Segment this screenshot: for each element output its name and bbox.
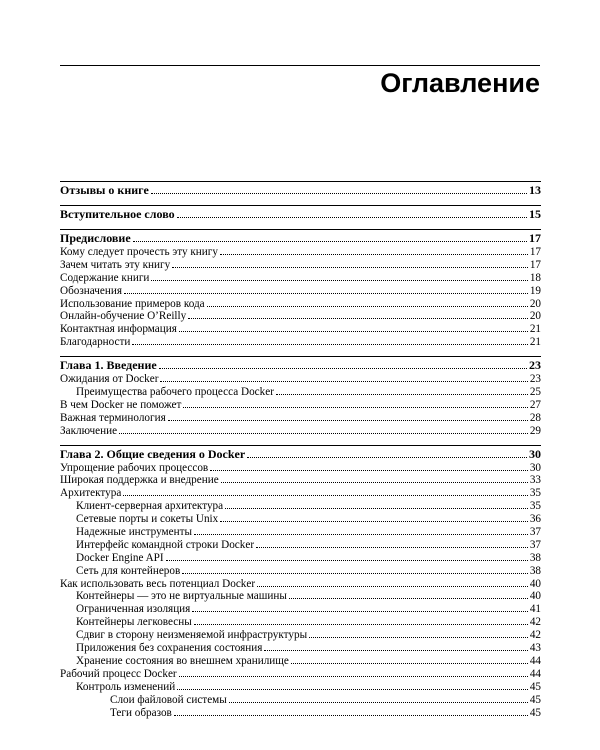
- dot-leader: [289, 598, 528, 599]
- toc-entry-page: 42: [529, 629, 541, 642]
- toc-entry-page: 15: [529, 207, 541, 221]
- toc-entry[interactable]: [60, 590, 541, 603]
- toc-entry[interactable]: [60, 578, 541, 591]
- dot-leader: [210, 470, 528, 471]
- toc-entry[interactable]: [60, 487, 541, 500]
- toc-entry-title: Глава 1. Введение: [60, 358, 157, 373]
- toc-entry-title: Заключение: [60, 424, 118, 437]
- toc-entry-title: Сеть для контейнеров: [76, 564, 181, 577]
- dot-leader: [183, 407, 527, 408]
- dot-leader: [188, 318, 528, 319]
- toc-entry-page: 45: [529, 706, 541, 719]
- dot-leader: [123, 495, 528, 496]
- dot-leader: [166, 560, 528, 561]
- toc-entry-title: Использование примеров кода: [60, 297, 205, 310]
- toc-entry-page: 44: [529, 667, 541, 680]
- toc-entry[interactable]: [60, 681, 541, 694]
- dot-leader: [151, 193, 527, 194]
- dot-leader: [220, 254, 528, 255]
- toc-entry-page: 41: [529, 603, 541, 616]
- toc-entry-page: 43: [529, 642, 541, 655]
- toc-entry[interactable]: [60, 310, 541, 323]
- toc-entry-page: 20: [529, 297, 541, 310]
- toc-entry-page: 33: [529, 474, 541, 487]
- toc-heading-entry[interactable]: [60, 230, 541, 246]
- toc-entry-page: 38: [529, 551, 541, 564]
- toc-entry-title: Контейнеры легковесны: [76, 616, 192, 629]
- toc-entry-title: Теги образов: [110, 706, 172, 719]
- dot-leader: [256, 547, 528, 548]
- toc-entry[interactable]: [60, 399, 541, 412]
- toc-entry[interactable]: [60, 513, 541, 526]
- toc-entry[interactable]: [60, 373, 541, 386]
- toc-entry-page: 40: [529, 577, 541, 590]
- toc-entry[interactable]: [60, 629, 541, 642]
- dot-leader: [247, 457, 527, 458]
- toc-section: [60, 356, 541, 437]
- toc-entry-title: Вступительное слово: [60, 207, 175, 221]
- toc-entry-title: Важная терминология: [60, 411, 166, 424]
- dot-leader: [172, 267, 528, 268]
- dot-leader: [194, 534, 528, 535]
- toc-heading-entry[interactable]: [60, 182, 541, 198]
- toc-entry-page: 21: [529, 336, 541, 349]
- toc-entry-title: Как использовать весь потенциал Docker: [60, 577, 256, 590]
- dot-leader: [225, 508, 528, 509]
- toc-section: [60, 229, 541, 349]
- toc-entry[interactable]: [60, 474, 541, 487]
- toc-entry[interactable]: [60, 298, 541, 311]
- toc-entry-page: 45: [529, 693, 541, 706]
- dot-leader: [264, 650, 527, 651]
- toc-entry-page: 30: [529, 461, 541, 474]
- toc-entry-page: 40: [529, 590, 541, 603]
- dot-leader: [192, 611, 528, 612]
- toc-entry[interactable]: [60, 323, 541, 336]
- toc-entry[interactable]: [60, 285, 541, 298]
- toc-section: [60, 181, 541, 198]
- toc-entry[interactable]: [60, 655, 541, 668]
- toc-entry[interactable]: [60, 526, 541, 539]
- page-title: Оглавление: [380, 68, 540, 98]
- toc-entry[interactable]: [60, 425, 541, 438]
- toc-entry-title: Упрощение рабочих процессов: [60, 461, 209, 474]
- dot-leader: [132, 344, 527, 345]
- toc-entry-page: 19: [529, 284, 541, 297]
- toc-entry-page: 27: [529, 398, 541, 411]
- toc-entry-title: Приложения без сохранения состояния: [76, 642, 263, 655]
- toc-entry-title: Сетевые порты и сокеты Unix: [76, 513, 219, 526]
- toc-entry-page: 45: [529, 680, 541, 693]
- toc-entry-title: Архитектура: [60, 487, 122, 500]
- toc-entry-page: 18: [529, 271, 541, 284]
- toc-entry-page: 35: [529, 487, 541, 500]
- toc-entry[interactable]: [60, 462, 541, 475]
- dot-leader: [179, 331, 528, 332]
- toc-entry-title: Интерфейс командной строки Docker: [76, 538, 255, 551]
- toc-entry[interactable]: [60, 707, 541, 720]
- dot-leader: [160, 381, 527, 382]
- toc-entry[interactable]: [60, 386, 541, 399]
- toc-entry-title: Контактная информация: [60, 323, 177, 336]
- dot-leader: [119, 433, 528, 434]
- toc-entry-title: Благодарности: [60, 336, 131, 349]
- toc-entry-page: 21: [529, 323, 541, 336]
- toc-entry[interactable]: [60, 603, 541, 616]
- dot-leader: [177, 689, 528, 690]
- toc-entry-page: 17: [529, 258, 541, 271]
- dot-leader: [124, 293, 528, 294]
- toc-entry[interactable]: [60, 539, 541, 552]
- dot-leader: [151, 280, 527, 281]
- toc-section: [60, 445, 541, 720]
- toc-entry[interactable]: [60, 336, 541, 349]
- dot-leader: [194, 624, 528, 625]
- toc-entry[interactable]: [60, 500, 541, 513]
- toc-entry[interactable]: [60, 412, 541, 425]
- toc-entry-title: Docker Engine API: [76, 551, 164, 564]
- dot-leader: [291, 663, 528, 664]
- toc-entry-title: Предисловие: [60, 231, 131, 245]
- toc-entry-page: 37: [529, 538, 541, 551]
- toc-entry-title: Сдвиг в сторону неизменяемой инфраструктуры: [76, 629, 308, 642]
- dot-leader: [309, 637, 528, 638]
- dot-leader: [133, 241, 527, 242]
- toc-entry-page: 17: [529, 231, 541, 245]
- table-of-contents: [60, 181, 541, 726]
- dot-leader: [174, 715, 528, 716]
- dot-leader: [276, 394, 528, 395]
- toc-entry[interactable]: [60, 246, 541, 259]
- toc-entry-title: Преимущества рабочего процесса Docker: [76, 386, 274, 399]
- toc-entry-title: Ожидания от Docker: [60, 373, 159, 386]
- toc-entry-title: Ограниченная изоляция: [76, 603, 191, 616]
- dot-leader: [168, 420, 528, 421]
- toc-entry-page: 25: [529, 386, 541, 399]
- toc-entry-page: 17: [529, 246, 541, 258]
- toc-entry-title: Обозначения: [60, 284, 123, 297]
- toc-entry-page: 28: [529, 411, 541, 424]
- toc-entry-title: Широкая поддержка и внедрение: [60, 474, 219, 487]
- toc-heading-entry[interactable]: [60, 357, 541, 373]
- toc-entry-page: 23: [529, 373, 541, 386]
- toc-entry-page: 13: [529, 183, 541, 197]
- toc-heading-entry[interactable]: [60, 206, 541, 222]
- dot-leader: [220, 521, 528, 522]
- toc-entry[interactable]: [60, 565, 541, 578]
- top-rule: [60, 65, 540, 66]
- toc-entry-page: 36: [529, 513, 541, 526]
- toc-entry-title: Контейнеры — это не виртуальные машины: [76, 590, 287, 603]
- toc-entry[interactable]: [60, 642, 541, 655]
- toc-entry-title: Клиент-серверная архитектура: [76, 500, 224, 513]
- toc-entry-title: Надежные инструменты: [76, 526, 192, 539]
- dot-leader: [257, 586, 528, 587]
- toc-entry-page: 42: [529, 616, 541, 629]
- dot-leader: [221, 482, 528, 483]
- toc-entry-page: 29: [529, 424, 541, 437]
- dot-leader: [179, 676, 528, 677]
- toc-entry-title: Отзывы о книге: [60, 183, 149, 197]
- toc-entry[interactable]: [60, 616, 541, 629]
- dot-leader: [177, 217, 527, 218]
- toc-entry-page: 44: [529, 654, 541, 667]
- toc-entry[interactable]: [60, 694, 541, 707]
- dot-leader: [207, 306, 528, 307]
- toc-section: [60, 205, 541, 222]
- toc-entry-title: Контроль изменений: [76, 680, 176, 693]
- dot-leader: [229, 702, 528, 703]
- toc-entry-page: 35: [529, 500, 541, 513]
- toc-entry-title: В чем Docker не поможет: [60, 398, 182, 411]
- toc-entry-page: 20: [529, 310, 541, 323]
- toc-entry-title: Глава 2. Общие сведения о Docker: [60, 446, 246, 461]
- toc-entry[interactable]: [60, 259, 541, 272]
- dot-leader: [182, 573, 528, 574]
- toc-entry[interactable]: [60, 552, 541, 565]
- toc-entry[interactable]: [60, 668, 541, 681]
- toc-entry-page: 23: [529, 358, 541, 373]
- toc-entry-page: 37: [529, 526, 541, 539]
- toc-entry-page: 38: [529, 564, 541, 577]
- toc-heading-entry[interactable]: [60, 446, 541, 462]
- toc-entry-title: Слои файловой системы: [110, 693, 227, 706]
- toc-entry-title: Кому следует прочесть эту книгу: [60, 246, 218, 258]
- toc-entry-page: 30: [529, 446, 541, 461]
- dot-leader: [159, 368, 527, 369]
- toc-entry-title: Онлайн-обучение O’Reilly: [60, 310, 187, 323]
- toc-entry-title: Рабочий процесс Docker: [60, 667, 177, 680]
- toc-entry[interactable]: [60, 272, 541, 285]
- toc-entry-title: Хранение состояния во внешнем хранилище: [76, 654, 289, 667]
- toc-entry-title: Содержание книги: [60, 271, 150, 284]
- toc-entry-title: Зачем читать эту книгу: [60, 258, 171, 271]
